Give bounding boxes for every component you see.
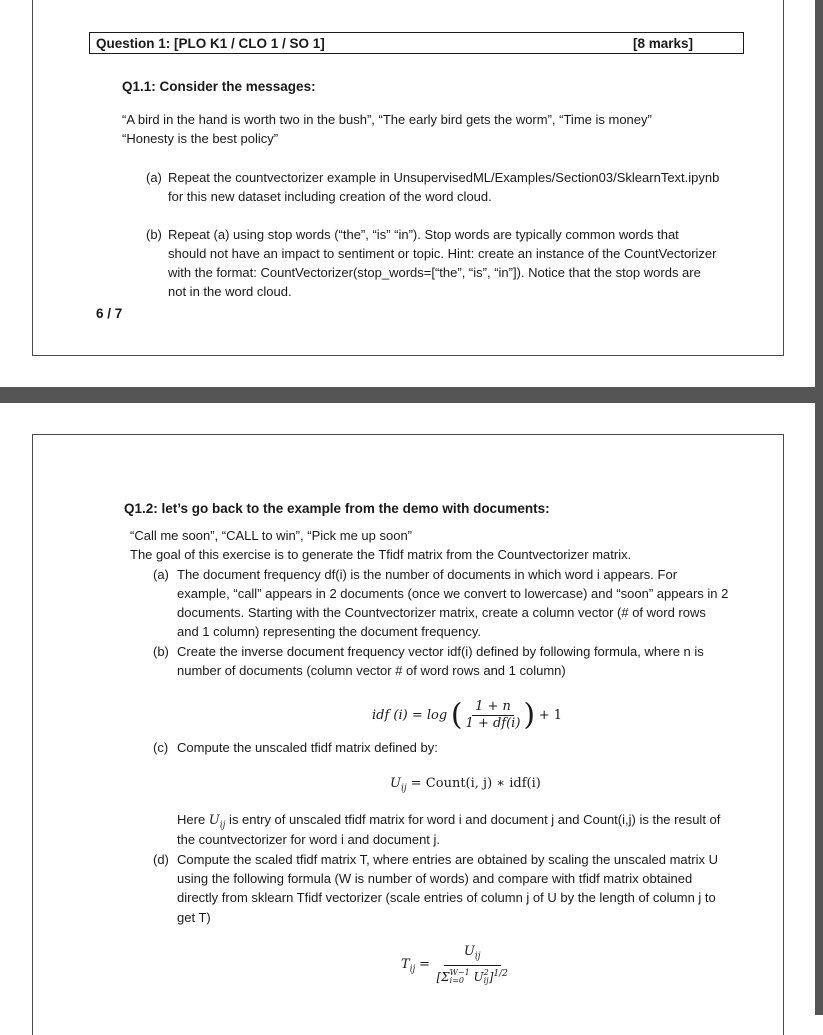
scaled-formula xyxy=(401,944,511,985)
q12-a-line-3: documents. Starting with the Countvectorizer matrix, create a column vector (# of word rows xyxy=(177,605,706,620)
here-u-subscript: ij xyxy=(219,820,226,831)
t-sum-limits xyxy=(450,969,470,985)
q12-d-line-2: using the following formula (W is number of words) and compare with tfidf matrix obtained xyxy=(177,871,693,886)
q11-b-line-1: Repeat (a) using stop words (“the”, “is” “in”). Stop words are typically common words that xyxy=(168,227,679,242)
q12-a-line-4: and 1 column) representing the document frequency. xyxy=(177,624,481,639)
here-line-1 xyxy=(177,812,720,831)
here-prefix: Here xyxy=(177,812,209,827)
q11-a-line-1: Repeat the countvectorizer example in UnsupervisedML/Examples/Section03/SklearnText.ipynb xyxy=(168,170,720,185)
q11-title: Q1.1: Consider the messages: xyxy=(122,79,316,94)
u-formula-rhs: = Count(i, j) ∗ idf(i) xyxy=(406,776,541,791)
q12-a-line-2: example, “call” appears in 2 documents (once we convert to lowercase) and “soon” appears in 2 xyxy=(177,586,729,601)
t-formula-subscript: ij xyxy=(409,964,416,975)
q12-d-line-4: get T) xyxy=(177,910,211,925)
t-numerator-u: U xyxy=(463,944,475,959)
t-fraction xyxy=(434,944,511,985)
q12-d-label: (d) xyxy=(153,852,169,867)
messages-line-1: “A bird in the hand is worth two in the bush”, “The early bird gets the worm”, “Time is money” xyxy=(122,112,652,127)
q11-b-line-3: with the format: CountVectorizer(stop_words=[“the”, “is”, “in”]). Notice that the stop words are xyxy=(168,265,701,280)
t-den-u-sub: ij xyxy=(483,976,489,986)
t-den-u-square: 2 xyxy=(483,968,489,978)
idf-numerator: 1 + n xyxy=(472,699,514,716)
q12-a-line-1: The document frequency df(i) is the number of documents in which word i appears. For xyxy=(177,567,678,582)
q12-c-label: (c) xyxy=(153,740,169,755)
u-formula-u: U xyxy=(390,776,401,791)
idf-formula-rhs: + 1 xyxy=(538,707,563,723)
t-den-power: 1/2 xyxy=(493,968,508,979)
q11-b-line-4: not in the word cloud. xyxy=(168,284,292,299)
t-numerator-sub: ij xyxy=(474,951,481,962)
q11-a-line-2: for this new dataset including creation of the word cloud. xyxy=(168,189,492,204)
messages-line-2: “Honesty is the best policy” xyxy=(122,131,279,146)
t-den-close: ] xyxy=(488,969,494,984)
goal-line: The goal of this exercise is to generate the Tfidf matrix from the Countvectorizer matrix. xyxy=(130,547,632,562)
t-formula-t: T xyxy=(401,957,410,973)
q12-c-line-1: Compute the unscaled tfidf matrix defined by: xyxy=(177,740,438,755)
here-line-2: the countvectorizer for word i and document j. xyxy=(177,832,441,847)
here-u-symbol: U xyxy=(208,813,220,828)
t-den-u: U xyxy=(469,969,484,984)
idf-right-paren: ) xyxy=(523,697,536,733)
question-title: Question 1: [PLO K1 / CLO 1 / SO 1] xyxy=(96,36,325,51)
q11-b-label: (b) xyxy=(146,227,162,242)
page-separator xyxy=(0,387,815,403)
q12-d-line-1: Compute the scaled tfidf matrix T, where entries are obtained by scaling the unscaled matrix U xyxy=(177,852,718,867)
idf-formula-lhs: idf (i) = log xyxy=(372,707,448,723)
idf-fraction xyxy=(463,699,524,732)
idf-formula xyxy=(372,699,562,732)
q12-b-line-1: Create the inverse document frequency vector idf(i) defined by following formula, where n is xyxy=(177,644,704,659)
t-formula-equals: = xyxy=(418,957,430,973)
q11-b-line-2: should not have an impact to sentiment or topic. Hint: create an instance of the CountVectorizer xyxy=(168,246,717,261)
u-formula-subscript: ij xyxy=(400,783,407,794)
here-suffix: is entry of unscaled tfidf matrix for word i and document j and Count(i,j) is the result of xyxy=(225,812,721,827)
t-denominator xyxy=(434,966,511,986)
t-sum-upper: W−1 xyxy=(449,968,470,978)
q12-b-label: (b) xyxy=(153,644,169,659)
q12-b-line-2: number of documents (column vector # of word rows and 1 column) xyxy=(177,663,566,678)
unscaled-formula xyxy=(390,776,541,794)
documents-line: “Call me soon”, “CALL to win”, “Pick me up soon” xyxy=(130,528,413,543)
t-numerator xyxy=(444,944,501,966)
idf-left-paren: ( xyxy=(450,697,463,733)
marks-label: [8 marks] xyxy=(633,36,694,51)
q12-title: Q1.2: let’s go back to the example from the demo with documents: xyxy=(124,501,550,516)
t-den-open: [Σ xyxy=(436,969,450,984)
page-number: 6 / 7 xyxy=(96,306,123,321)
q11-a-label: (a) xyxy=(146,170,162,185)
q12-a-label: (a) xyxy=(153,567,169,582)
q12-d-line-3: directly from sklearn Tfidf vectorizer (scale entries of column j of U by the length of column j to xyxy=(177,890,716,905)
idf-denominator: 1 + df(i) xyxy=(465,716,521,731)
viewer-right-edge xyxy=(815,0,823,1015)
t-sum-lower: i=0 xyxy=(449,976,465,986)
